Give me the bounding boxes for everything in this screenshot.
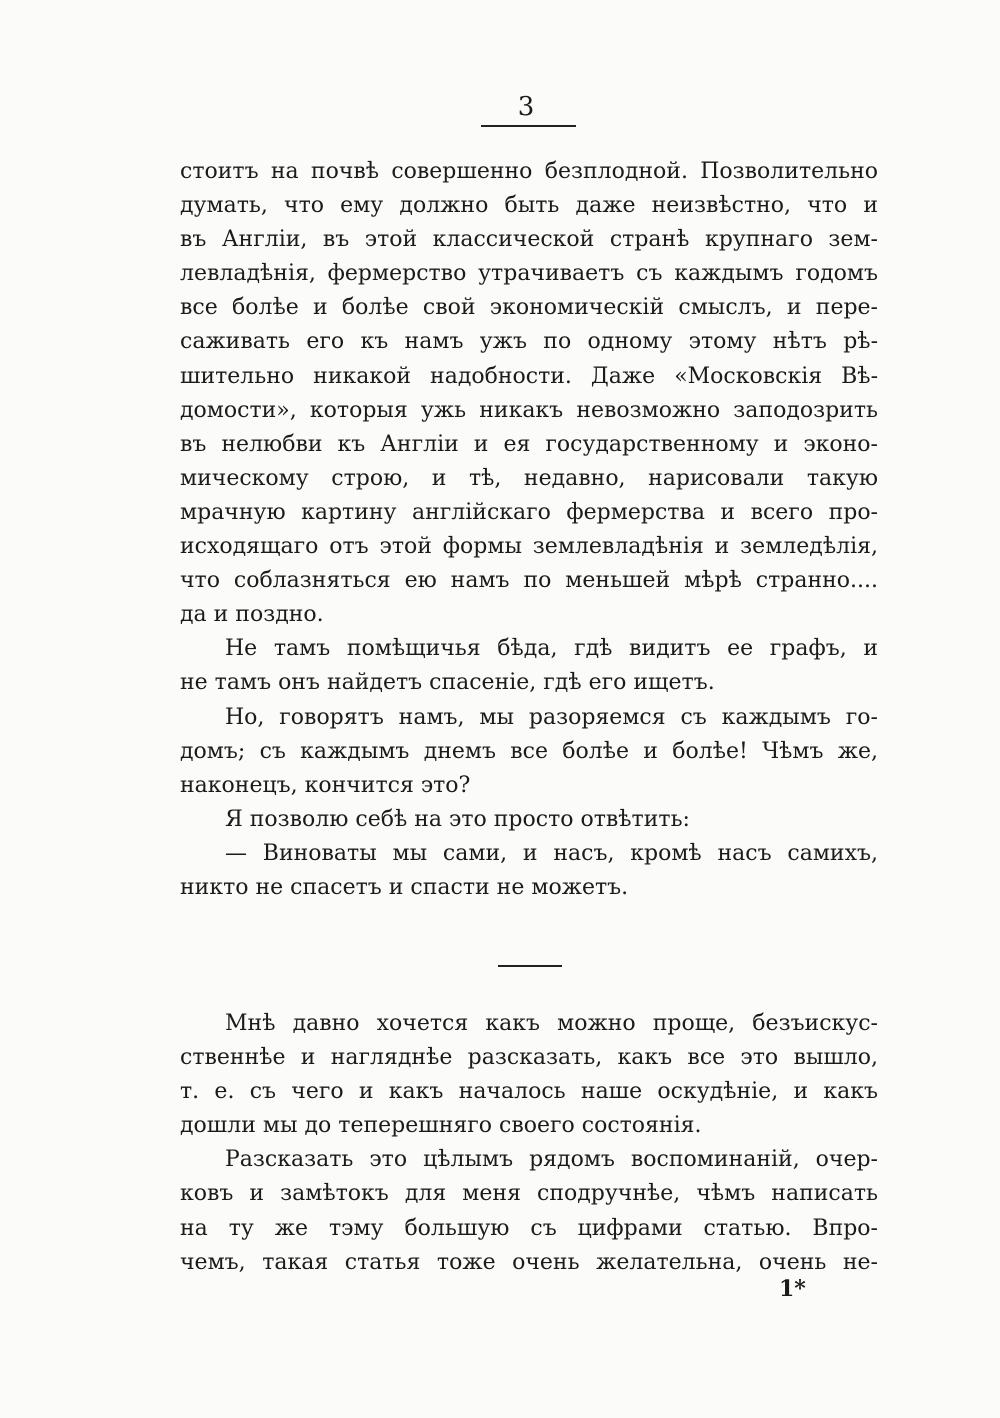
page-number-rule: [481, 125, 576, 127]
text-line: исходящаго отъ этой формы землевладѣнія и земледѣлія,: [180, 534, 878, 560]
text-block-1: [180, 155, 878, 905]
text-line: ственнѣе и нагляднѣе разсказать, какъ все это вышло,: [180, 1045, 878, 1071]
text-line: мрачную картину англійскаго фермерства и всего про-: [180, 499, 878, 525]
text-line: т. е. съ чего и какъ началось наше оскудѣніе, и какъ: [180, 1079, 878, 1105]
text-line: — Виноваты мы сами, и насъ, кромѣ насъ самихъ,: [225, 840, 878, 866]
text-line: Но, говорятъ намъ, мы разоряемся съ каждымъ го-: [225, 704, 878, 730]
text-line: мическому строю, и тѣ, недавно, нарисовали такую: [180, 465, 878, 491]
text-line: домости», которыя ужь никакъ невозможно заподозрить: [180, 397, 878, 423]
text-line: да и поздно.: [180, 602, 324, 628]
text-line: шительно никакой надобности. Даже «Московскія Вѣ-: [180, 363, 878, 389]
text-line: думать, что ему должно быть даже неизвѣстно, что и: [180, 193, 878, 219]
text-line: на ту же тэму большую съ цифрами статью. Впро-: [180, 1215, 878, 1241]
text-line: не тамъ онъ найдетъ спасеніе, гдѣ его ищетъ.: [180, 670, 715, 696]
text-line: дошли мы до теперешняго своего состоянія.: [180, 1113, 702, 1139]
text-line: Не тамъ помѣщичья бѣда, гдѣ видитъ ее графъ, и: [225, 636, 878, 662]
text-line: саживать его къ намъ ужъ по одному этому нѣтъ рѣ-: [180, 329, 878, 355]
text-line: чемъ, такая статья тоже очень желательна, очень не-: [180, 1249, 878, 1275]
text-line: домъ; съ каждымъ днемъ все болѣе и болѣе! Чѣмъ же,: [180, 738, 878, 764]
text-line: все болѣе и болѣе свой экономическій смыслъ, и пере-: [180, 295, 878, 321]
text-line: что соблазняться ею намъ по меньшей мѣрѣ странно....: [180, 568, 878, 594]
text-line: въ нелюбви къ Англіи и ея государственному и эконо-: [180, 431, 878, 457]
text-line: наконецъ, кончится это?: [180, 772, 471, 798]
signature-mark: 1*: [779, 1276, 806, 1302]
text-line: Я позволю себѣ на это просто отвѣтить:: [225, 806, 690, 832]
text-line: стоитъ на почвѣ совершенно безплодной. Позволительно: [180, 159, 878, 184]
section-separator: [498, 965, 562, 967]
text-line: въ Англіи, въ этой классической странѣ крупнаго зем-: [180, 227, 878, 253]
page-number: 3: [517, 92, 535, 122]
text-line: Разсказать это цѣлымъ рядомъ воспоминаній, очер-: [225, 1147, 878, 1173]
text-line: левладѣнія, фермерство утрачиваетъ съ каждымъ годомъ: [180, 261, 878, 287]
text-line: ковъ и замѣтокъ для меня сподручнѣе, чѣмъ написать: [180, 1181, 878, 1207]
text-line: Мнѣ давно хочется какъ можно проще, безъискус-: [225, 1011, 878, 1036]
text-line: никто не спасетъ и спасти не можетъ.: [180, 874, 629, 900]
text-block-2: [180, 1007, 878, 1280]
